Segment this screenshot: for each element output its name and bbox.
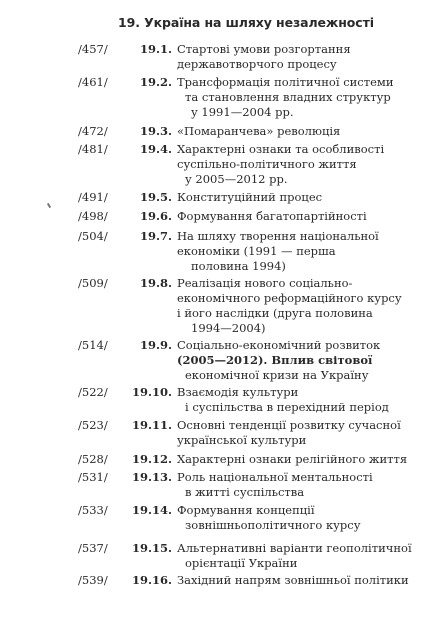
section-number: 19.7.	[139, 229, 172, 243]
heading-line: Роль національної ментальності	[177, 470, 373, 484]
heading-line: На шляху творення національної	[177, 229, 379, 243]
page-number: /498/	[78, 209, 108, 223]
page-number: /481/	[78, 142, 108, 156]
page-number: /533/	[78, 503, 108, 517]
heading-line: української культури	[177, 433, 307, 447]
heading-line: Характерні ознаки релігійного життя	[177, 452, 408, 466]
heading-line: Соціально-економічний розвиток	[177, 338, 381, 352]
page-number: /523/	[78, 418, 108, 432]
section-heading	[177, 573, 409, 588]
heading-line: (2005—2012). Вплив світової	[177, 353, 373, 367]
page-number: /539/	[78, 573, 108, 587]
section-number: 19.10.	[131, 385, 172, 399]
section-number: 19.4.	[139, 142, 172, 156]
section-number: 19.2.	[139, 75, 172, 89]
heading-line: державотворчого процесу	[177, 57, 337, 71]
heading-line: Формування багатопартійності	[177, 209, 367, 223]
section-number: 19.9.	[139, 338, 172, 352]
page-number: /461/	[78, 75, 108, 89]
heading-line: 1994—2004)	[191, 321, 266, 335]
section-heading	[177, 42, 351, 72]
section-title: 19. Україна на шляху незалежності	[118, 15, 374, 30]
section-number: 19.8.	[139, 276, 172, 290]
heading-line: в житті суспільства	[185, 485, 305, 499]
page-number: /504/	[78, 229, 108, 243]
section-number: 19.1.	[139, 42, 172, 56]
page-number: /472/	[78, 124, 108, 138]
page-number: /537/	[78, 541, 108, 555]
section-number: 19.12.	[131, 452, 172, 466]
page-number: /491/	[78, 190, 108, 204]
heading-line: Взаємодія культури	[177, 385, 299, 399]
section-heading	[177, 209, 367, 224]
section-number: 19.16.	[131, 573, 172, 587]
heading-line: половина 1994)	[191, 259, 286, 273]
heading-line: економіки (1991 — перша	[177, 244, 336, 258]
page-number: /509/	[78, 276, 108, 290]
heading-line: і суспільства в перехідний період	[185, 400, 389, 414]
page-number: /514/	[78, 338, 108, 352]
heading-line: Основні тенденції розвитку сучасної	[177, 418, 401, 432]
heading-line: зовнішньополітичного курсу	[185, 518, 361, 532]
margin-mark	[47, 203, 51, 208]
page-number: /522/	[78, 385, 108, 399]
section-number: 19.3.	[139, 124, 172, 138]
heading-line: та становлення владних структур	[185, 90, 391, 104]
heading-line: Характерні ознаки та особливості	[177, 142, 385, 156]
heading-line: у 1991—2004 рр.	[191, 105, 294, 119]
heading-line: Трансформація політичної системи	[177, 75, 394, 89]
section-heading	[177, 276, 402, 336]
section-heading	[177, 418, 401, 448]
section-number: 19.5.	[139, 190, 172, 204]
section-heading	[177, 142, 384, 187]
heading-line: Конституційний процес	[177, 190, 323, 204]
section-heading	[177, 190, 322, 205]
section-heading	[177, 338, 380, 383]
section-number: 19.6.	[139, 209, 172, 223]
section-heading	[177, 470, 373, 500]
section-number: 19.15.	[131, 541, 172, 555]
heading-line: Формування концепції	[177, 503, 315, 517]
heading-line: Реалізація нового соціально-	[177, 276, 353, 290]
heading-line: орієнтації України	[185, 556, 298, 570]
page-number: /531/	[78, 470, 108, 484]
heading-line: «Помаранчева» революція	[177, 124, 341, 138]
section-number: 19.14.	[131, 503, 172, 517]
heading-line: економічної кризи на Україну	[185, 368, 369, 382]
section-heading	[177, 124, 340, 139]
heading-line: Альтернативні варіанти геополітичної	[177, 541, 412, 555]
section-heading	[177, 385, 389, 415]
heading-line: Стартові умови розгортання	[177, 42, 351, 56]
heading-line: суспільно-політичного життя	[177, 157, 357, 171]
section-number: 19.11.	[131, 418, 172, 432]
heading-line: у 2005—2012 рр.	[185, 172, 288, 186]
section-heading	[177, 452, 407, 467]
section-heading	[177, 75, 394, 120]
section-heading	[177, 503, 360, 533]
page-number: /457/	[78, 42, 108, 56]
section-heading	[177, 229, 379, 274]
heading-line: Західний напрям зовнішньої політики	[177, 573, 409, 587]
heading-line: економічного реформаційного курсу	[177, 291, 402, 305]
page-number: /528/	[78, 452, 108, 466]
section-number: 19.13.	[131, 470, 172, 484]
heading-line: і його наслідки (друга половина	[177, 306, 373, 320]
section-heading	[177, 541, 412, 571]
